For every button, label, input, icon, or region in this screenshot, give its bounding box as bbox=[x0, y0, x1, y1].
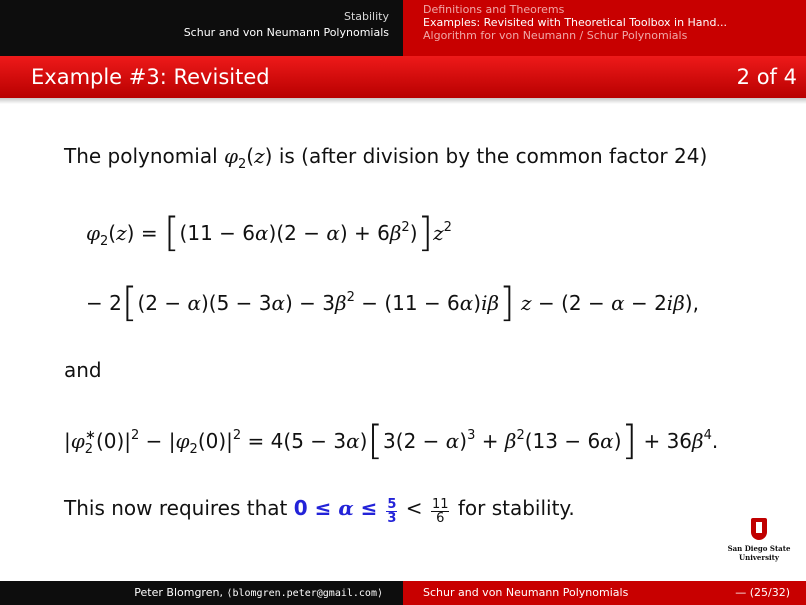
subsection-definitions[interactable]: Definitions and Theorems bbox=[423, 3, 565, 16]
stability-condition-line: This now requires that 0 ≤ α ≤ $\frac{5}{3}$ < $\frac{11}{6}$ for stability. bbox=[64, 496, 575, 526]
section-schur[interactable]: Schur and von Neumann Polynomials bbox=[183, 26, 389, 39]
sdsu-logo-text: San Diego State University bbox=[727, 544, 791, 562]
footer-title: Schur and von Neumann Polynomials bbox=[423, 586, 629, 599]
section-stability[interactable]: Stability bbox=[343, 10, 389, 23]
subsection-examples[interactable]: Examples: Revisited with Theoretical Toolbox in Hand... bbox=[423, 16, 727, 29]
sdsu-logo bbox=[716, 514, 802, 574]
sdsu-shield-icon bbox=[751, 518, 767, 540]
stability-text-start: This now requires that bbox=[64, 496, 294, 520]
subsection-algorithm[interactable]: Algorithm for von Neumann / Schur Polynomials bbox=[423, 29, 688, 42]
intro-text-end: is (after division by the common factor 24) bbox=[272, 144, 708, 168]
frame-page-counter: 2 of 4 bbox=[736, 65, 797, 89]
stability-text-end: for stability. bbox=[451, 496, 575, 520]
equation-phi2-line2: − $2[(2 - \alpha)(5 - 3\alpha) - 3\beta^2 - (11 - 6\alpha)i\beta]$ z − (2 − α − 2iβ), bbox=[86, 280, 699, 326]
equation-phi2-line1: $\varphi_2(z) = [(11 - 6\alpha)(2 - \alpha) + 6\beta^2)]z^2$ bbox=[86, 210, 452, 256]
and-text: and bbox=[64, 358, 102, 382]
footer-page-number: — (25/32) bbox=[735, 586, 790, 599]
intro-line bbox=[64, 144, 707, 172]
phi2-symbol: $\varphi_2(z)$ bbox=[224, 144, 273, 172]
footer-bar bbox=[0, 581, 806, 605]
equation-modulus-difference: $|\varphi_2^∗(0)|^2 - |\varphi_2(0)|^2 = 4(5 - 3\alpha)[3(2 - \alpha)^3 + \beta^2(13 - 6\alpha)] + 36\beta^4$. bbox=[64, 418, 719, 464]
stability-condition: 0 ≤ α ≤ $\frac{5}{3}$ bbox=[293, 496, 397, 526]
footer-email: ⟨blomgren.peter@gmail.com⟩ bbox=[226, 588, 383, 599]
footer-author bbox=[0, 581, 403, 605]
intro-text-start: The polynomial bbox=[64, 144, 224, 168]
footer-author-name: Peter Blomgren, bbox=[134, 586, 223, 599]
frame-title: Example #3: Revisited bbox=[31, 65, 270, 89]
footer-title-block bbox=[403, 581, 806, 605]
